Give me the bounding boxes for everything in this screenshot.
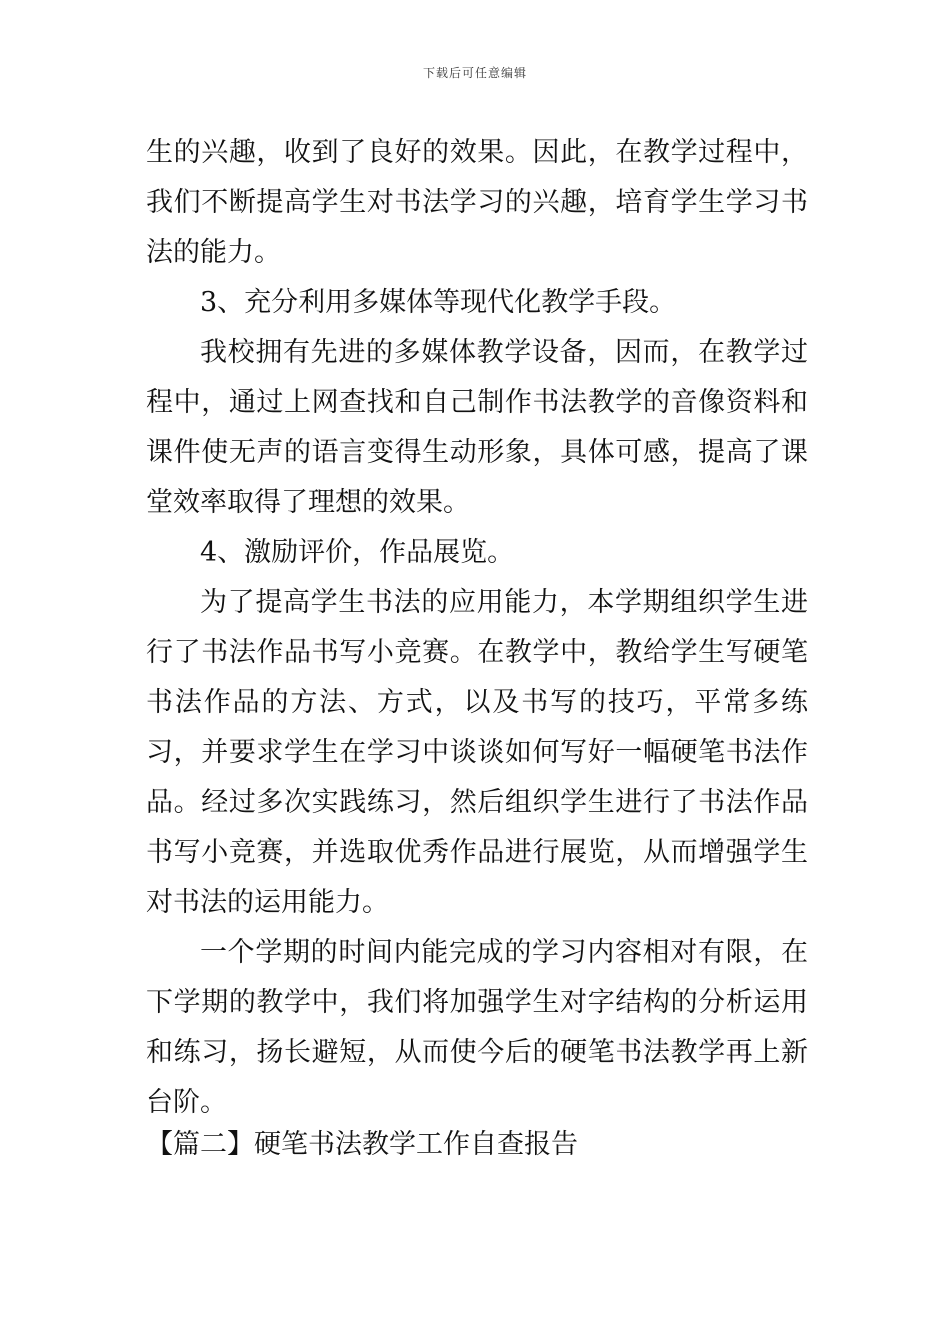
paragraph-conclusion: 一个学期的时间内能完成的学习内容相对有限，在下学期的教学中，我们将加强学生对字结构的分析运用和练习，扬长避短，从而使今后的硬笔书法教学再上新台阶。 xyxy=(146,937,808,1118)
document-body xyxy=(146,128,808,1128)
section-title: 【篇二】硬笔书法教学工作自查报告 xyxy=(146,1129,578,1160)
paragraph-continuation: 生的兴趣，收到了良好的效果。因此，在教学过程中，我们不断提高学生对书法学习的兴趣，培育学生学习书法的能力。 xyxy=(146,137,808,268)
page-header-note: 下载后可任意编辑 xyxy=(422,66,527,80)
paragraph-point-4-heading: 4、激励评价，作品展览。 xyxy=(200,537,515,568)
paragraph-competition: 为了提高学生书法的应用能力，本学期组织学生进行了书法作品书写小竞赛。在教学中，教给学生写硬笔书法作品的方法、方式，以及书写的技巧，平常多练习，并要求学生在学习中谈谈如何写好一幅硬笔书法作品。经过多次实践练习，然后组织学生进行了书法作品书写小竞赛，并选取优秀作品进行展览，从而增强学生对书法的运用能力。 xyxy=(146,587,808,918)
paragraph-point-3-heading: 3、充分利用多媒体等现代化教学手段。 xyxy=(200,287,677,318)
paragraph-multimedia: 我校拥有先进的多媒体教学设备，因而，在教学过程中，通过上网查找和自己制作书法教学的音像资料和课件使无声的语言变得生动形象，具体可感，提高了课堂效率取得了理想的效果。 xyxy=(146,337,808,518)
